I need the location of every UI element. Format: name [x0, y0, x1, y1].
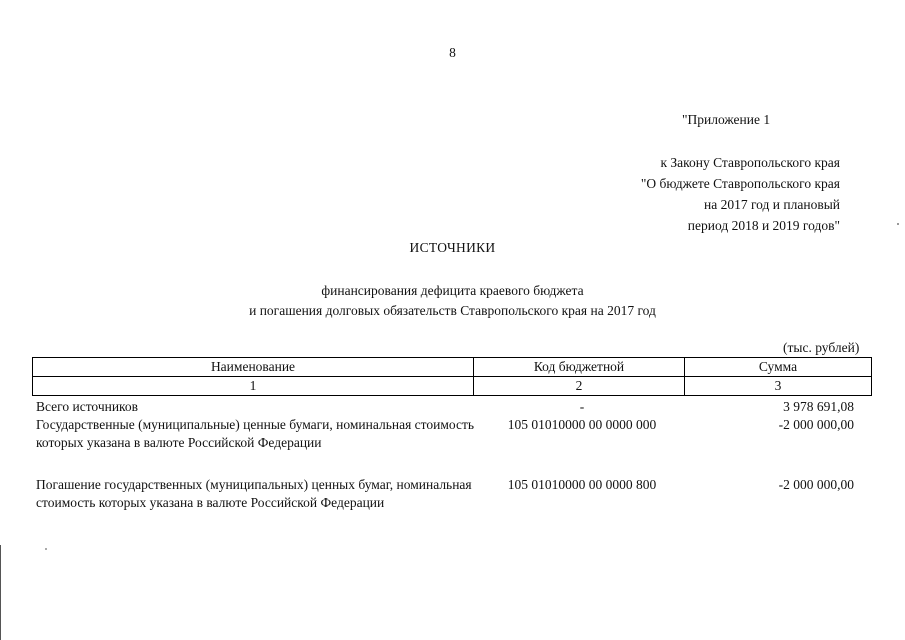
row-code: - — [579, 399, 585, 414]
header-name: Наименование — [32, 358, 473, 376]
header-code: Код бюджетной — [473, 358, 684, 376]
table-row — [32, 476, 872, 512]
law-line: "О бюджете Ставропольского края — [640, 176, 840, 191]
row-code: 105 01010000 00 0000 000 — [507, 417, 657, 432]
scan-edge-line — [0, 545, 1, 640]
table-column-numbers-row — [32, 377, 872, 396]
row-name: Погашение государственных (муниципальных) ценных бумаг, номинальная стоимость которых указана в валюте Российской Федерации — [36, 477, 472, 510]
row-code: 105 01010000 00 0000 800 — [507, 477, 657, 492]
subtitle-line: финансирования дефицита краевого бюджета — [321, 283, 584, 298]
row-sum: -2 000 000,00 — [778, 477, 854, 492]
law-line: период 2018 и 2019 годов" — [687, 218, 840, 233]
page-number: 8 — [449, 45, 456, 60]
sources-table — [32, 357, 872, 512]
law-line: на 2017 год и плановый — [704, 197, 840, 212]
subtitle-line: и погашения долговых обязательств Ставропольского края на 2017 год — [249, 303, 656, 318]
scan-speck — [897, 223, 899, 225]
table-header-row — [32, 357, 872, 377]
column-number: 3 — [684, 377, 872, 395]
law-reference — [600, 152, 840, 236]
document-title: ИСТОЧНИКИ — [409, 240, 496, 255]
table-row — [32, 416, 872, 452]
row-name: Всего источников — [36, 399, 139, 414]
document-subtitle — [0, 281, 905, 321]
appendix-label: "Приложение 1 — [682, 112, 771, 127]
row-sum: 3 978 691,08 — [783, 399, 854, 414]
column-number: 2 — [473, 377, 684, 395]
header-sum: Сумма — [684, 358, 872, 376]
row-name: Государственные (муниципальные) ценные бумаги, номинальная стоимость которых указана в валюте Российской Федерации — [36, 417, 475, 450]
row-sum: -2 000 000,00 — [778, 417, 854, 432]
units-label: (тыс. рублей) — [783, 340, 860, 355]
table-row — [32, 398, 872, 416]
law-line: к Закону Ставропольского края — [660, 155, 840, 170]
column-number: 1 — [32, 377, 473, 395]
scan-speck — [45, 548, 47, 550]
